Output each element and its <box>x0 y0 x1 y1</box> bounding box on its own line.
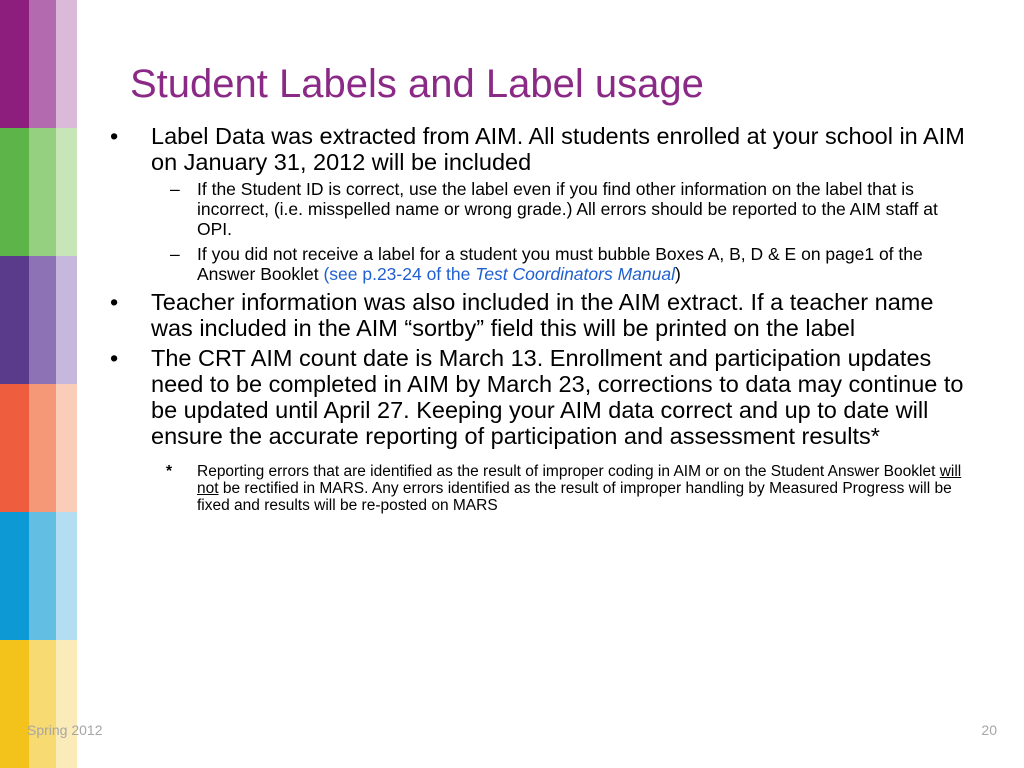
stripe <box>29 512 56 640</box>
page-number: 20 <box>981 722 997 738</box>
manual-title: Test Coordinators Manual <box>475 264 675 284</box>
sub-bullet-student-id <box>108 179 968 239</box>
stripe <box>29 640 56 768</box>
stripe <box>29 128 56 256</box>
bullet-count-date <box>108 345 968 449</box>
sub-bullet-text: If you did not receive a label for a student you must bubble Boxes A, B, D & E on page1 of the Answer Booklet <box>197 244 923 284</box>
bullet-marker: • <box>110 289 119 315</box>
sub-bullet-text: If the Student ID is correct, use the label even if you find other information on the label that is incorrect, (i.e. misspelled name or wrong grade.) All errors should be reported to the AIM staff at OPI. <box>197 179 938 239</box>
stripe <box>56 384 77 512</box>
footnote-text-end: be rectified in MARS. Any errors identified as the result of improper handling by Measured Progress will be fixed and results will be re-posted on MARS <box>197 480 952 514</box>
footnote-marker: * <box>166 463 173 480</box>
stripe-band-orange <box>0 384 77 512</box>
slide-body <box>108 123 968 514</box>
stripe <box>0 384 29 512</box>
bullet-label-data <box>108 123 968 175</box>
sub-bullet-marker: – <box>170 179 180 199</box>
stripe-band-green <box>0 128 77 256</box>
footnote-text: Reporting errors that are identified as the result of improper coding in AIM or on the Student Answer Booklet <box>197 463 940 480</box>
reference-close: ) <box>674 264 681 284</box>
stripe <box>56 512 77 640</box>
stripe <box>0 128 29 256</box>
manual-reference <box>323 264 675 284</box>
stripe <box>56 0 77 128</box>
stripe-band-magenta <box>0 0 77 128</box>
bullet-text: Teacher information was also included in the AIM extract. If a teacher name was included in the AIM “sortby” field this will be printed on the label <box>151 289 934 341</box>
decorative-stripes <box>0 0 77 768</box>
stripe <box>56 640 77 768</box>
reference-open: (see p.23-24 of the <box>323 264 476 284</box>
bullet-marker: • <box>110 345 119 371</box>
bullet-marker: • <box>110 123 119 149</box>
stripe <box>29 384 56 512</box>
stripe <box>29 0 56 128</box>
stripe <box>0 640 29 768</box>
bullet-text: The CRT AIM count date is March 13. Enrollment and participation updates need to be completed in AIM by March 23, corrections to data may continue to be updated until April 27. Keeping your AIM data correct and up to date will ensure the accurate reporting of participation and assessment results* <box>151 345 964 449</box>
bullet-text: Label Data was extracted from AIM. All students enrolled at your school in AIM on January 31, 2012 will be included <box>151 123 965 175</box>
stripe <box>0 512 29 640</box>
stripe <box>0 256 29 384</box>
stripe <box>0 0 29 128</box>
sub-bullet-marker: – <box>170 244 180 264</box>
slide-title: Student Labels and Label usage <box>130 62 704 106</box>
footnote-emphasis: will not <box>197 463 962 497</box>
stripe-band-purple <box>0 256 77 384</box>
footnote <box>108 463 968 514</box>
bullet-teacher-info <box>108 289 968 341</box>
footer-date: Spring 2012 <box>27 722 103 738</box>
sub-bullet-no-label <box>108 244 968 284</box>
stripe-band-blue <box>0 512 77 640</box>
stripe <box>29 256 56 384</box>
stripe <box>56 128 77 256</box>
stripe-band-yellow <box>0 640 77 768</box>
stripe <box>56 256 77 384</box>
